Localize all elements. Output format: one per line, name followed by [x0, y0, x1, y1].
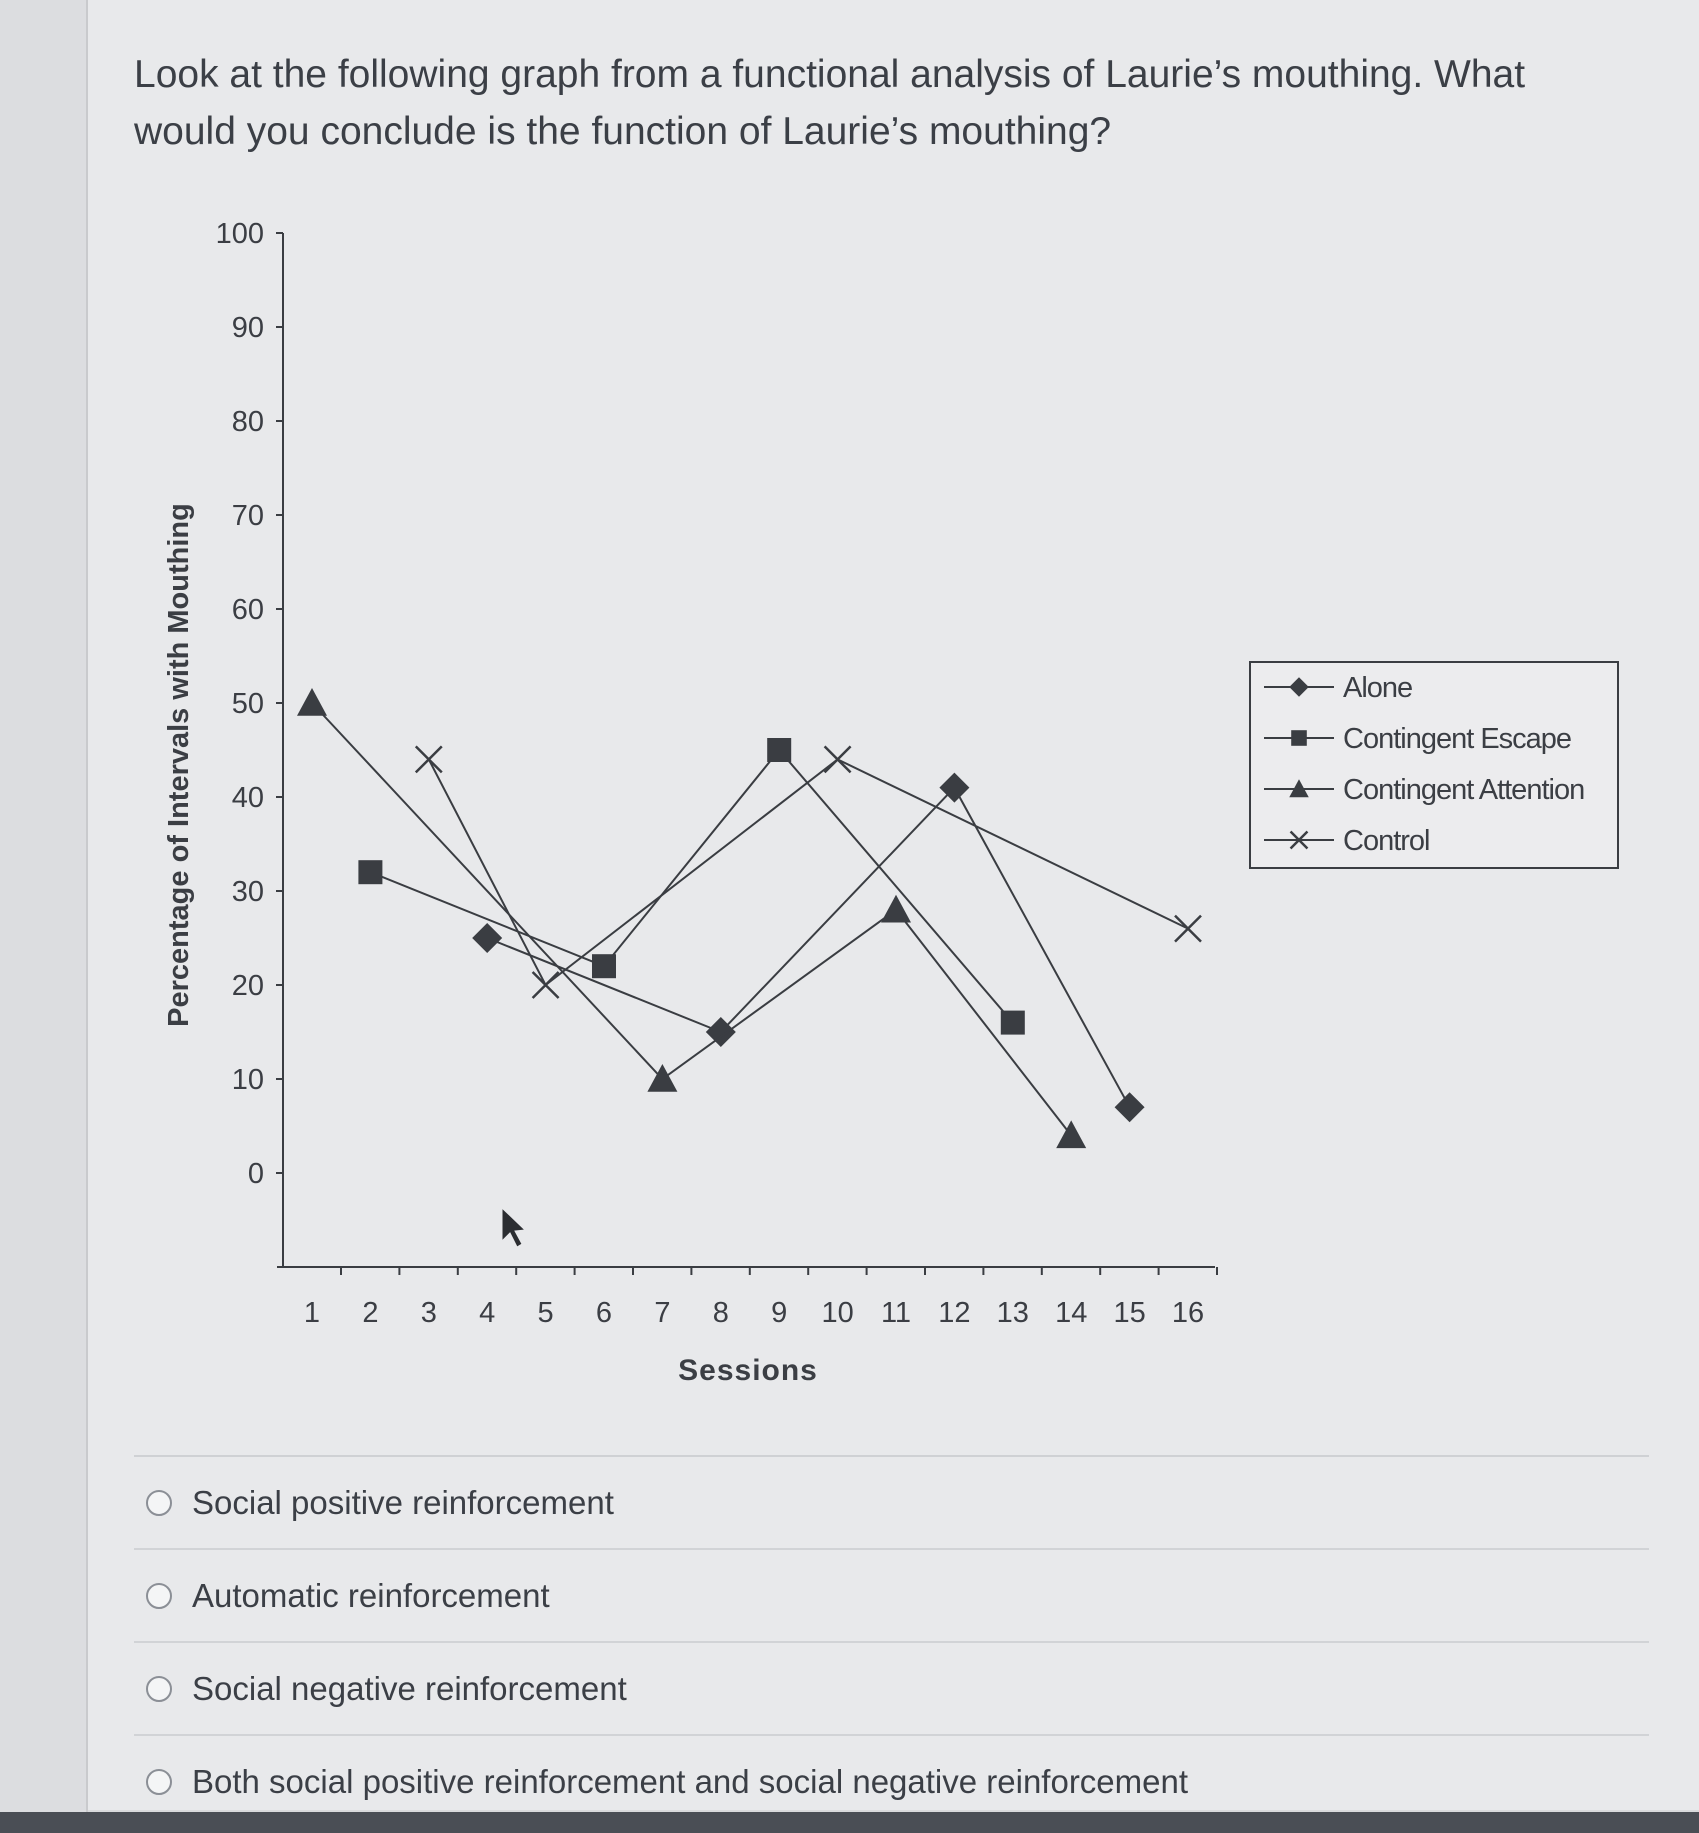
- y-axis-title: Percentage of Intervals with Mouthing: [163, 503, 195, 1027]
- x-tick-label: 1: [303, 1297, 321, 1329]
- data-point-contingent-attention: [1056, 1120, 1086, 1148]
- x-tick-label: 10: [821, 1297, 854, 1329]
- y-tick-label: 0: [247, 1158, 264, 1190]
- mouse-cursor-icon: [502, 1208, 525, 1247]
- legend-label-control: Control: [1343, 825, 1430, 857]
- x-tick-label: 5: [537, 1297, 554, 1329]
- data-point-contingent-escape: [1001, 1011, 1025, 1035]
- radio-button-icon[interactable]: [146, 1583, 172, 1609]
- radio-button-icon[interactable]: [146, 1490, 172, 1516]
- option-label: Automatic reinforcement: [192, 1576, 550, 1614]
- bottom-bar: [0, 1812, 1699, 1833]
- series-line-alone: [487, 788, 1129, 1108]
- legend-marker-contingent-escape: [1291, 730, 1307, 746]
- option-label: Both social positive reinforcement and social negative reinforcement: [192, 1762, 1189, 1800]
- x-tick-label: 15: [1113, 1297, 1146, 1329]
- legend-label-contingent-attention: Contingent Attention: [1343, 774, 1585, 806]
- option-social-negative[interactable]: [134, 1643, 1649, 1736]
- data-point-control: [825, 746, 851, 772]
- legend-label-alone: Alone: [1343, 672, 1413, 704]
- data-point-control: [416, 746, 442, 772]
- data-point-contingent-attention: [297, 688, 327, 716]
- legend-label-contingent-escape: Contingent Escape: [1343, 723, 1572, 755]
- x-tick-label: 14: [1055, 1297, 1088, 1329]
- y-tick-label: 70: [231, 500, 264, 532]
- series-line-contingent-attention: [312, 703, 1071, 1135]
- x-tick-label: 12: [938, 1297, 971, 1329]
- y-tick-label: 80: [231, 406, 264, 438]
- x-tick-label: 4: [479, 1297, 496, 1329]
- option-automatic[interactable]: [134, 1550, 1649, 1643]
- x-tick-label: 6: [595, 1297, 613, 1329]
- y-tick-label: 60: [231, 594, 264, 626]
- x-tick-label: 9: [771, 1297, 788, 1329]
- option-social-positive[interactable]: [134, 1457, 1649, 1550]
- y-tick-label: 50: [231, 688, 264, 720]
- x-tick-label: 3: [420, 1297, 437, 1329]
- answer-options: [134, 1455, 1649, 1827]
- radio-button-icon[interactable]: [146, 1676, 172, 1702]
- radio-button-icon[interactable]: [146, 1769, 172, 1795]
- x-axis-title: Sessions: [678, 1354, 818, 1387]
- data-point-control: [533, 972, 559, 998]
- x-tick-label: 2: [362, 1297, 379, 1329]
- data-point-contingent-escape: [767, 738, 791, 762]
- y-tick-label: 40: [231, 782, 264, 814]
- data-point-contingent-escape: [592, 954, 616, 978]
- option-label: Social negative reinforcement: [192, 1669, 627, 1707]
- y-tick-label: 10: [231, 1064, 264, 1096]
- option-label: Social positive reinforcement: [192, 1483, 614, 1521]
- x-tick-label: 16: [1171, 1297, 1205, 1329]
- y-tick-label: 90: [231, 312, 264, 344]
- y-tick-label: 20: [231, 970, 264, 1002]
- data-point-alone: [1115, 1092, 1145, 1122]
- x-tick-label: 13: [996, 1297, 1029, 1329]
- data-point-alone: [472, 923, 502, 953]
- question-text: Look at the following graph from a functional analysis of Laurie’s mouthing. What would you conclude is the function of Laurie’s mouthing?: [134, 53, 1526, 153]
- x-tick-label: 7: [654, 1297, 671, 1329]
- series-line-contingent-escape: [370, 750, 1012, 1023]
- y-tick-label: 30: [231, 876, 264, 908]
- data-point-contingent-escape: [358, 860, 382, 884]
- legend-box: [1250, 662, 1618, 868]
- data-point-control: [1175, 916, 1201, 942]
- y-tick-label: 100: [215, 218, 264, 250]
- x-tick-label: 11: [880, 1297, 912, 1329]
- x-tick-label: 8: [712, 1297, 729, 1329]
